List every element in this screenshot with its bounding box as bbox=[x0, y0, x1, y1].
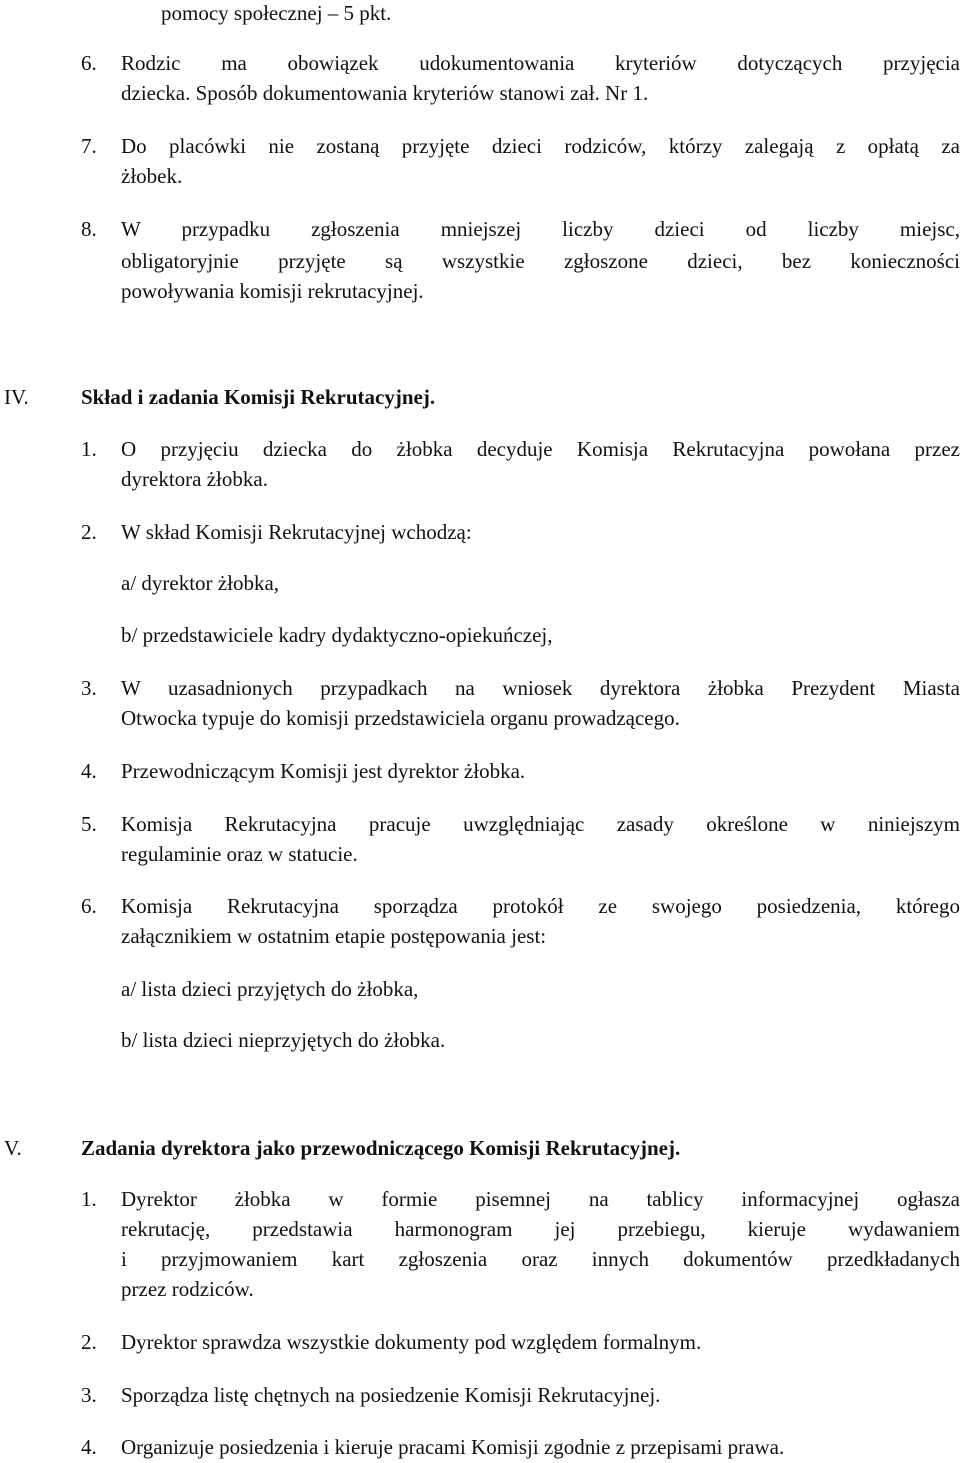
item-number: 4. bbox=[81, 1435, 97, 1459]
item-line: dziecka. Sposób dokumentowania kryteriów stanowi zał. Nr 1. bbox=[121, 81, 649, 105]
item-number: 3. bbox=[81, 1383, 97, 1407]
item-number: 5. bbox=[81, 812, 97, 836]
item-line: Komisja Rekrutacyjna pracuje uwzględniając zasady określone w niniejszym bbox=[121, 812, 960, 836]
item-number: 6. bbox=[81, 894, 97, 918]
item-line: W przypadku zgłoszenia mniejszej liczby dzieci od liczby miejsc, bbox=[121, 217, 960, 241]
continuation-line: pomocy społecznej – 5 pkt. bbox=[161, 1, 392, 25]
item-line: Otwocka typuje do komisji przedstawiciela organu prowadzącego. bbox=[121, 706, 680, 730]
item-line: Komisja Rekrutacyjna sporządza protokół ze swojego posiedzenia, którego bbox=[121, 894, 960, 918]
item-line: regulaminie oraz w statucie. bbox=[121, 842, 358, 866]
item-line: Dyrektor sprawdza wszystkie dokumenty pod względem formalnym. bbox=[121, 1330, 702, 1354]
item-line: przez rodziców. bbox=[121, 1277, 254, 1301]
section-4-heading: Skład i zadania Komisji Rekrutacyjnej. bbox=[81, 385, 436, 409]
item-line: Przewodniczącym Komisji jest dyrektor żłobka. bbox=[121, 759, 526, 783]
item-number: 6. bbox=[81, 51, 97, 75]
item-number: 7. bbox=[81, 134, 97, 158]
item-number: 1. bbox=[81, 437, 97, 461]
item-line: dyrektora żłobka. bbox=[121, 467, 268, 491]
item-line: Do placówki nie zostaną przyjęte dzieci rodziców, którzy zalegają z opłatą za bbox=[121, 134, 960, 158]
section-5-numeral: V. bbox=[4, 1136, 22, 1160]
item-line: Rodzic ma obowiązek udokumentowania kryteriów dotyczących przyjęcia bbox=[121, 51, 960, 75]
item-number: 8. bbox=[81, 217, 97, 241]
item-number: 2. bbox=[81, 520, 97, 544]
item-number: 2. bbox=[81, 1330, 97, 1354]
item-number: 3. bbox=[81, 676, 97, 700]
item-number: 4. bbox=[81, 759, 97, 783]
item-line: O przyjęciu dziecka do żłobka decyduje Komisja Rekrutacyjna powołana przez bbox=[121, 437, 960, 461]
item-line: W skład Komisji Rekrutacyjnej wchodzą: bbox=[121, 520, 472, 544]
item-line: W uzasadnionych przypadkach na wniosek dyrektora żłobka Prezydent Miasta bbox=[121, 676, 960, 700]
item-line: Sporządza listę chętnych na posiedzenie Komisji Rekrutacyjnej. bbox=[121, 1383, 661, 1407]
item-line: rekrutację, przedstawia harmonogram jej przebiegu, kieruje wydawaniem bbox=[121, 1217, 960, 1241]
section-4-numeral: IV. bbox=[4, 385, 29, 409]
sub-item: b/ lista dzieci nieprzyjętych do żłobka. bbox=[121, 1028, 446, 1052]
item-line: powoływania komisji rekrutacyjnej. bbox=[121, 279, 424, 303]
item-number: 1. bbox=[81, 1187, 97, 1211]
item-line: Organizuje posiedzenia i kieruje pracami Komisji zgodnie z przepisami prawa. bbox=[121, 1435, 785, 1459]
item-line: żłobek. bbox=[121, 164, 183, 188]
item-line: obligatoryjnie przyjęte są wszystkie zgłoszone dzieci, bez konieczności bbox=[121, 249, 960, 273]
sub-item: a/ dyrektor żłobka, bbox=[121, 571, 280, 595]
sub-item: b/ przedstawiciele kadry dydaktyczno-opiekuńczej, bbox=[121, 623, 553, 647]
sub-item: a/ lista dzieci przyjętych do żłobka, bbox=[121, 977, 419, 1001]
item-line: Dyrektor żłobka w formie pisemnej na tablicy informacyjnej ogłasza bbox=[121, 1187, 960, 1211]
item-line: załącznikiem w ostatnim etapie postępowania jest: bbox=[121, 924, 547, 948]
item-line: i przyjmowaniem kart zgłoszenia oraz innych dokumentów przedkładanych bbox=[121, 1247, 960, 1271]
section-5-heading: Zadania dyrektora jako przewodniczącego Komisji Rekrutacyjnej. bbox=[81, 1136, 681, 1160]
